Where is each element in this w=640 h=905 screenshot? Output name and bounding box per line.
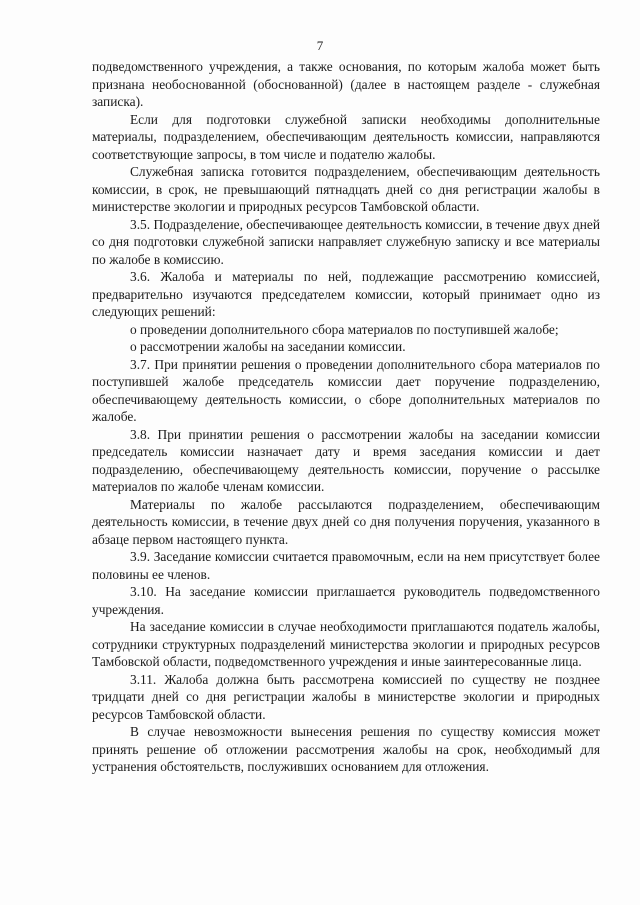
page-number: 7 [316,38,324,53]
paragraph-materials-distribution: Материалы по жалобе рассылаются подразделением, обеспечивающим деятельность комиссии, в течение двух дней со дня получения поручения, указанного в абзаце первом настоящего пункта. [92,496,600,547]
paragraph-decision-option-2: о рассмотрении жалобы на заседании комиссии. [130,339,406,354]
paragraph-3-11: 3.11. Жалоба должна быть рассмотрена комиссией по существу не позднее тридцати дней со дня регистрации жалобы в министерстве экологии и природных ресурсов Тамбовской области. [92,671,600,722]
paragraph-3-6: 3.6. Жалоба и материалы по ней, подлежащие рассмотрению комиссией, предварительно изучаются председателем комиссии, который принимает одно из следующих решений: [92,269,600,319]
paragraph-3-10: 3.10. На заседание комиссии приглашается руководитель подведомственного учреждения. [92,584,600,617]
paragraph-3-7: 3.7. При принятии решения о проведении дополнительного сбора материалов по поступившей жалобе председатель комиссии дает поручение подразделению, обеспечивающему деятельность комиссии, о сборе дополнительных материалов по жалобе. [92,356,600,424]
paragraph-memo-deadline: Служебная записка готовится подразделением, обеспечивающим деятельность комиссии, в срок, не превышающий пятнадцать дней со дня регистрации жалобы в министерстве экологии и природных ресурсов Тамбовской области. [92,164,600,214]
paragraph-postponement: В случае невозможности вынесения решения по существу комиссия может принять решение об отложении рассмотрения жалобы на срок, необходимый для устранения обстоятельств, послуживших основанием для отложения. [92,724,600,774]
paragraph-invited-persons: На заседание комиссии в случае необходимости приглашаются податель жалобы, сотрудники структурных подразделений министерства экологии и природных ресурсов Тамбовской области, подведомственного учреждения и иные заинтересованные лица. [92,619,600,669]
paragraph-continuation: подведомственного учреждения, а также основания, по которым жалоба может быть признана необоснованной (обоснованной) (далее в настоящем разделе - служебная записка). [92,59,600,109]
document-body [92,58,600,776]
paragraph-3-5: 3.5. Подразделение, обеспечивающее деятельность комиссии, в течение двух дней со дня подготовки служебной записки направляет служебную записку и все материалы по жалобе в комиссию. [92,216,600,267]
paragraph-decision-option-1: о проведении дополнительного сбора материалов по поступившей жалобе; [130,321,559,337]
paragraph-3-9: 3.9. Заседание комиссии считается правомочным, если на нем присутствует более половины ее членов. [92,549,600,582]
paragraph-3-8: 3.8. При принятии решения о рассмотрении жалобы на заседании комиссии председатель комиссии назначает дату и время заседания комиссии и дает подразделению, обеспечивающему деятельность комиссии, поручение о рассылке материалов по жалобе членам комиссии. [92,426,600,494]
paragraph-additional-materials: Если для подготовки служебной записки необходимы дополнительные материалы, подразделением, обеспечивающим деятельность комиссии, направляются соответствующие запросы, в том числе и подателю жалобы. [92,111,600,162]
